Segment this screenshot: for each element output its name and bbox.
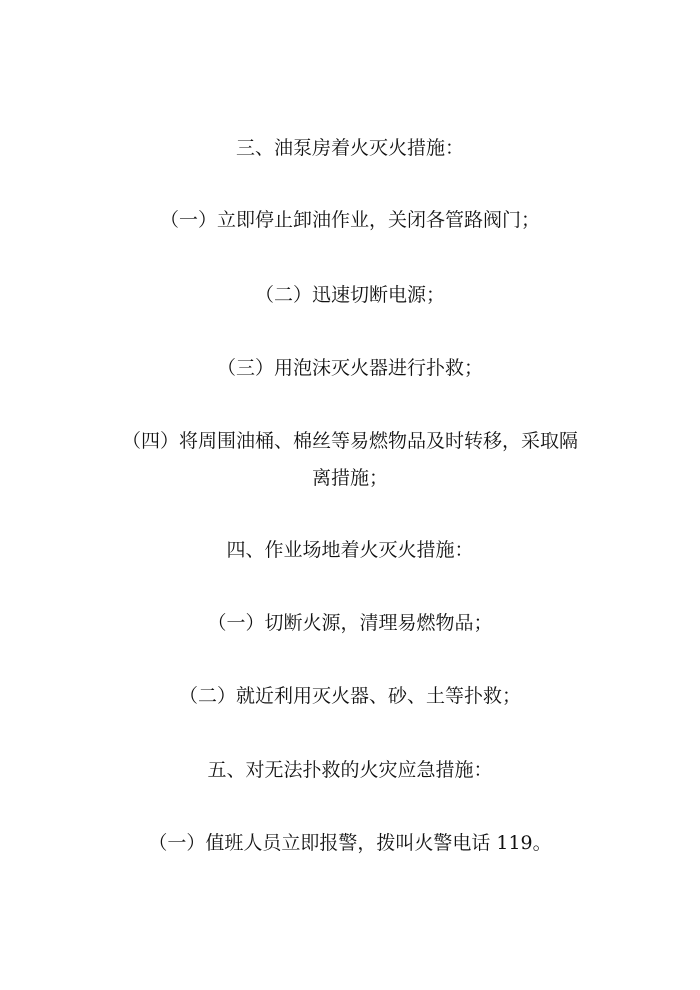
measure-5-1: （一）值班人员立即报警，拨叫火警电话 119。 xyxy=(148,832,552,854)
section-heading-3: 三、油泵房着火灭火措施： xyxy=(235,137,464,159)
measure-3-4-line-1: （四）将周围油桶、棉丝等易燃物品及时转移，采取隔 xyxy=(121,430,578,452)
measure-3-1: （一）立即停止卸油作业，关闭各管路阀门； xyxy=(159,209,540,231)
section-heading-5: 五、对无法扑救的火灾应急措施： xyxy=(207,759,493,781)
measure-3-2: （二）迅速切断电源； xyxy=(254,284,445,306)
measure-4-2: （二）就近利用灭火器、砂、土等扑救； xyxy=(178,685,521,707)
measure-3-4-line-2: 离措施； xyxy=(311,467,388,489)
measure-4-1: （一）切断火源，清理易燃物品； xyxy=(207,612,493,634)
measure-3-3: （三）用泡沫灭火器进行扑救； xyxy=(216,357,483,379)
section-heading-4: 四、作业场地着火灭火措施： xyxy=(226,539,474,561)
